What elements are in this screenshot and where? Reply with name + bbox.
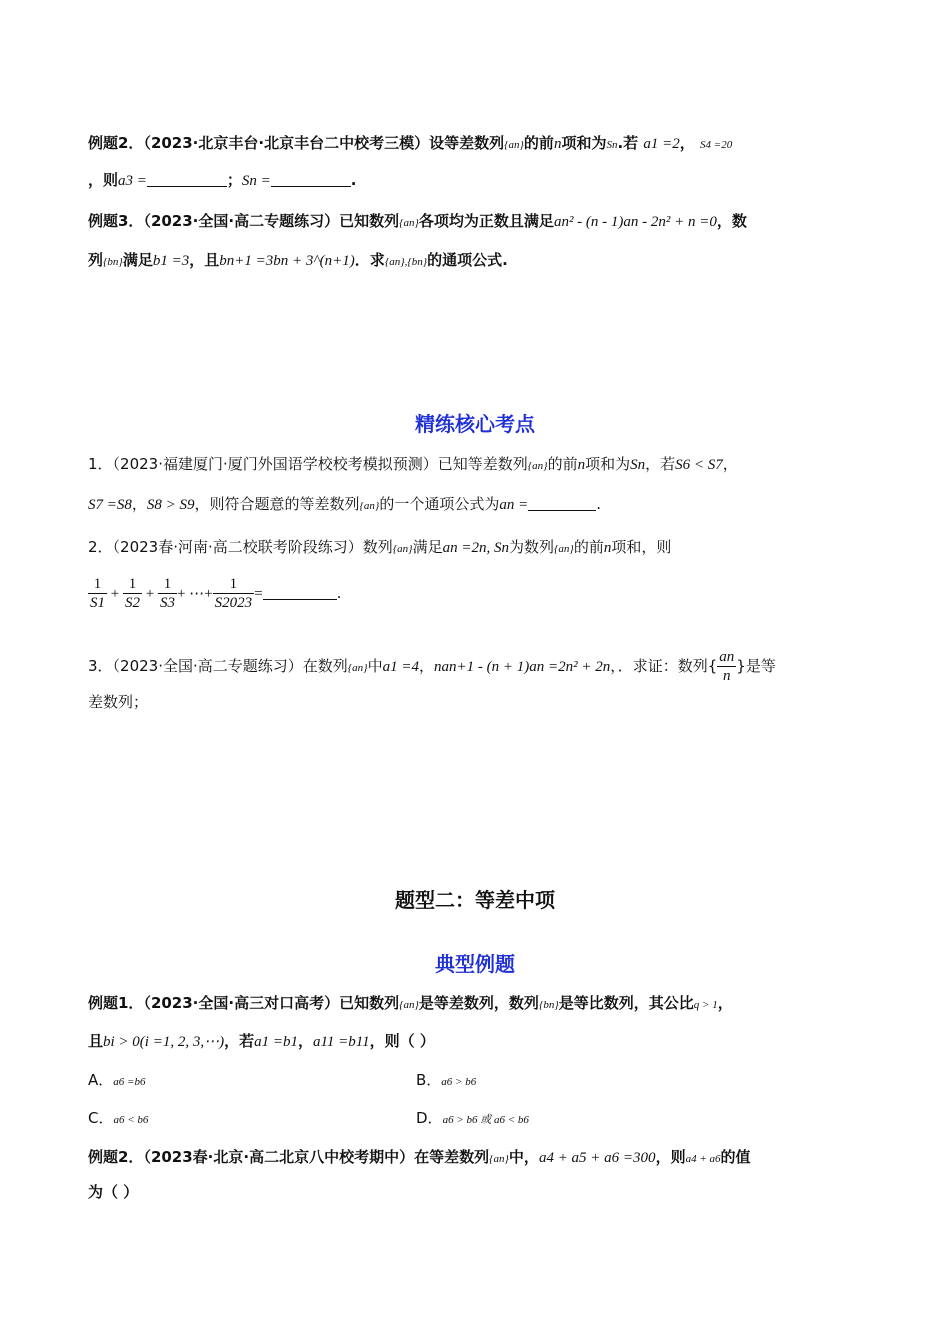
option-expression: a6 < b6 [113, 1114, 149, 1126]
text: . [350, 171, 357, 189]
text: ，则（ ） [369, 1032, 435, 1050]
problem-number: 1． [88, 455, 113, 473]
condition: a1 =4 [382, 659, 419, 675]
text: 是等比数列，其公比 [558, 994, 694, 1012]
text: 列 [88, 251, 104, 269]
answer-sn-label: Sn = [241, 173, 271, 189]
answer-blank[interactable] [528, 495, 596, 511]
text: 数列 [362, 538, 393, 556]
problem2-formula: $\frac{1}{S1}$ + $\frac{1}{S2}$ + $\frac{1}{S3}$ + ⋯+ $\frac{1}{S2023}$ = . [90, 576, 342, 611]
text: ， [679, 134, 695, 152]
sequence-b: {bn} [103, 256, 123, 268]
q2-line1 [88, 1145, 855, 1171]
text: 的值 [720, 1148, 751, 1166]
source: （2023·福建厦门·厦门外国语学校校考模拟预测） [112, 455, 438, 473]
sequence-a: {an} [554, 543, 574, 555]
sequences: {an},{bn} [384, 256, 428, 268]
sequence-a: {an} [399, 999, 419, 1011]
answer-blank-sn[interactable] [271, 171, 351, 187]
text: ，数 [716, 212, 747, 230]
expression: a4 + a6 [685, 1153, 721, 1165]
fraction: $\frac{1}{S2023}$ [214, 576, 253, 611]
condition: S7 =S8 [88, 497, 132, 513]
ratio-q: q > 1 [693, 999, 718, 1011]
text: 的通项公式. [427, 251, 508, 269]
answer-blank[interactable] [263, 584, 337, 600]
text: 的一个通项公式为 [379, 495, 500, 513]
text: 差数列； [88, 693, 149, 711]
text: .若 [617, 134, 639, 152]
equals: = [254, 586, 263, 602]
example-label: 例题1． [88, 994, 144, 1012]
text: ，．求证：数列{ [610, 657, 718, 675]
text: 设等差数列 [429, 134, 505, 152]
fraction: $\frac{1}{S1}$ [90, 576, 105, 611]
sum-sn: Sn [630, 457, 646, 473]
option-c[interactable] [88, 1106, 148, 1132]
text: 满足 [122, 251, 153, 269]
condition: S8 > S9 [146, 497, 195, 513]
problem-number: 3． [88, 657, 113, 675]
sequence-a: {an} [504, 139, 524, 151]
example2-line2 [88, 168, 855, 193]
sequence-a: {an} [392, 543, 413, 555]
q1-line1 [88, 991, 855, 1017]
sequence-a: {an} [527, 460, 548, 472]
option-letter: C． [88, 1109, 114, 1127]
section-heading-type2: 题型二：等差中项 [395, 888, 555, 912]
condition: an =2n, Sn [442, 540, 509, 556]
option-letter: A． [88, 1071, 114, 1089]
answer-label: an = [499, 497, 529, 513]
text: 是等差数列，数列 [418, 994, 539, 1012]
text: 项和为 [561, 134, 607, 152]
text: 项和，则 [611, 538, 672, 556]
option-d[interactable] [416, 1106, 529, 1132]
text: 各项均为正数且满足 [418, 212, 554, 230]
text: 已知等差数列 [437, 455, 528, 473]
equation: an² - (n - 1)an - 2n² + n =0 [553, 214, 717, 230]
text: 的前 [573, 538, 604, 556]
condition: bi > 0(i =1, 2, 3,⋯) [103, 1034, 225, 1050]
example2-line1 [88, 131, 855, 157]
problem-number: 2． [88, 538, 113, 556]
sequence-a: {an} [399, 217, 419, 229]
option-a[interactable] [88, 1068, 145, 1094]
text: ，若 [224, 1032, 255, 1050]
recurrence: nan+1 - (n + 1)an =2n² + 2n [434, 659, 611, 675]
text: 为数列 [508, 538, 554, 556]
option-letter: B． [416, 1071, 442, 1089]
text: }是等 [736, 657, 776, 675]
text: 已知数列 [339, 994, 400, 1012]
option-letter: D． [416, 1109, 443, 1127]
problem3-line2 [88, 690, 855, 714]
example-label: 例题2． [88, 1148, 144, 1166]
source: （2023·全国·高二专题练习） [112, 657, 303, 675]
sum-sn: Sn [606, 139, 618, 151]
example3-line2 [88, 248, 855, 274]
text: ，则 [88, 171, 119, 189]
problem3-line1: 3．（2023·全国·高二专题练习）在数列{an}中a1 =4，nan+1 - (n + 1)an =2n² + 2n，．求证：数列{ $\frac{an}{n}$ }是等 [88, 649, 776, 684]
text: 的前 [523, 134, 554, 152]
answer-a3-label: a3 = [118, 173, 147, 189]
text: 中 [367, 657, 383, 675]
fraction: $\frac{1}{S2}$ [124, 576, 140, 611]
text: 为（ ） [88, 1183, 139, 1201]
text: ，则 [655, 1148, 686, 1166]
example3-line1 [88, 209, 855, 235]
text: ， [717, 994, 733, 1012]
condition-a1: a1 =2 [643, 136, 680, 152]
sequence-a: {an} [489, 1153, 509, 1165]
variable-n: n [553, 136, 562, 152]
text: ．求 [354, 251, 385, 269]
condition: a11 =b11 [313, 1034, 370, 1050]
text: 项和为 [585, 455, 631, 473]
sequence-a: {an} [347, 662, 368, 674]
condition-s4: S4 =20 [700, 139, 733, 151]
answer-blank-a3[interactable] [147, 171, 227, 187]
recurrence: bn+1 =3bn + 3^(n+1) [219, 253, 355, 269]
section-subheading: 典型例题 [435, 952, 515, 976]
sequence-a: {an} [359, 500, 380, 512]
q2-line2 [88, 1180, 855, 1204]
option-b[interactable] [416, 1068, 476, 1094]
source: （2023·全国·高三对口高考） [143, 994, 340, 1012]
text: 中， [508, 1148, 539, 1166]
source: （2023春·河南·高二校联考阶段练习） [112, 538, 363, 556]
text: 在数列 [302, 657, 348, 675]
text: ，且 [189, 251, 220, 269]
condition-b1: b1 =3 [152, 253, 190, 269]
text: ，则符合题意的等差数列 [194, 495, 360, 513]
option-expression: a6 > b6 或 a6 < b6 [442, 1114, 529, 1126]
source: （2023春·北京·高二北京八中校考期中） [143, 1148, 415, 1166]
problem2-line1 [88, 535, 855, 561]
option-expression: a6 > b6 [441, 1076, 477, 1088]
condition: a1 =b1 [254, 1034, 298, 1050]
section-heading-practice: 精练核心考点 [415, 412, 535, 436]
source: （2023·全国·高二专题练习） [143, 212, 340, 230]
text: 满足 [412, 538, 443, 556]
condition: S6 < S7 [675, 457, 723, 473]
text: 且 [88, 1032, 104, 1050]
equation: a4 + a5 + a6 =300 [538, 1150, 656, 1166]
example-label: 例题3． [88, 212, 144, 230]
ellipsis: + ⋯+ [176, 586, 213, 602]
text: 在等差数列 [414, 1148, 490, 1166]
text: 已知数列 [339, 212, 400, 230]
text: ； [226, 171, 242, 189]
q1-line2: 且bi > 0(i =1, 2, 3,⋯)，若a1 =b1，a11 =b11，则（ ） [88, 1032, 435, 1050]
fraction: $\frac{an}{n}$ [719, 649, 735, 684]
variable-n: n [577, 457, 586, 473]
example-label: 例题2． [88, 134, 144, 152]
source: （2023·北京丰台·北京丰台二中校考三模） [143, 134, 430, 152]
sequence-b: {bn} [538, 999, 559, 1011]
text: 的前 [547, 455, 578, 473]
option-expression: a6 =b6 [113, 1076, 146, 1088]
variable-n: n [603, 540, 612, 556]
problem1-line1: 1．（2023·福建厦门·厦门外国语学校校考模拟预测）已知等差数列{an}的前n项和为Sn，若S6 < S7， [88, 455, 738, 473]
problem1-line2: S7 =S8，S8 > S9，则符合题意的等差数列{an}的一个通项公式为an = . [88, 495, 602, 513]
fraction: $\frac{1}{S3}$ [159, 576, 175, 611]
text: ，若 [645, 455, 676, 473]
